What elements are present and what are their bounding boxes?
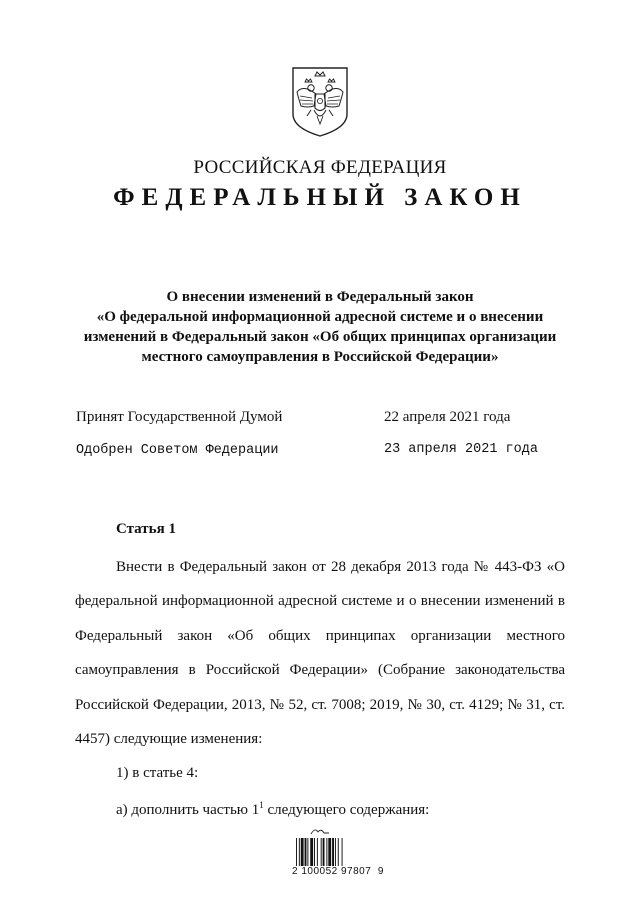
barcode-bar bbox=[338, 838, 339, 866]
barcode-number: 2 100052 97807 9 bbox=[292, 866, 384, 877]
barcode-bar bbox=[342, 838, 343, 866]
barcode-bar bbox=[314, 838, 315, 866]
list-item-a bbox=[116, 800, 429, 819]
barcode-bar bbox=[299, 838, 300, 866]
barcode-bar bbox=[296, 838, 297, 866]
article-heading: Статья 1 bbox=[116, 521, 176, 537]
law-title bbox=[70, 287, 570, 367]
article-paragraph: Внести в Федеральный закон от 28 декабря 2013 года № 443-ФЗ «О федеральной информационной адресной системе и о внесении изменений в Федеральный закон «Об общих принципах организации местного самоуправления в Российской Федерации» (Собрание законодательства Российской Федерации, 2013, № 52, ст. 7008; 2019, № 30, ст. 4129; № 31, ст. 4457) следующие изменения: bbox=[75, 559, 565, 748]
barcode-bar bbox=[310, 838, 313, 866]
council-approval-date: 23 апреля 2021 года bbox=[384, 442, 538, 457]
barcode-bar bbox=[307, 838, 308, 866]
list-item-a-suffix: следующего содержания: bbox=[263, 802, 430, 818]
council-approval-label: Одобрен Советом Федерации bbox=[76, 443, 279, 458]
duma-adoption-label: Принят Государственной Думой bbox=[76, 409, 283, 425]
barcode-bar bbox=[332, 838, 334, 866]
country-name: РОССИЙСКАЯ ФЕДЕРАЦИЯ bbox=[193, 157, 447, 178]
signature-mark-icon bbox=[310, 826, 330, 836]
law-title-line: изменений в Федеральный закон «Об общих принципах организации bbox=[83, 329, 557, 345]
list-item-1: 1) в статье 4: bbox=[116, 765, 199, 781]
barcode-bar bbox=[326, 838, 327, 866]
law-title-line: местного самоуправления в Российской Федерации» bbox=[141, 349, 499, 365]
barcode-bar bbox=[323, 838, 325, 866]
barcode-bar bbox=[335, 838, 336, 866]
barcode-icon bbox=[296, 838, 372, 866]
barcode-bar bbox=[328, 838, 331, 866]
list-item-a-prefix: а) дополнить частью 1 bbox=[116, 802, 260, 818]
law-title-line: «О федеральной информационной адресной системе и о внесении bbox=[96, 309, 544, 325]
law-title-line: О внесении изменений в Федеральный закон bbox=[166, 289, 474, 305]
barcode-bar bbox=[305, 838, 307, 866]
barcode-bar bbox=[321, 838, 322, 866]
coat-of-arms-emblem-icon bbox=[289, 66, 351, 138]
document-type: ФЕДЕРАЛЬНЫЙ ЗАКОН bbox=[113, 184, 527, 211]
superscript: 1 bbox=[259, 800, 264, 810]
barcode-bar bbox=[301, 838, 304, 866]
duma-adoption-date: 22 апреля 2021 года bbox=[384, 409, 511, 425]
barcode-bar bbox=[317, 838, 318, 866]
